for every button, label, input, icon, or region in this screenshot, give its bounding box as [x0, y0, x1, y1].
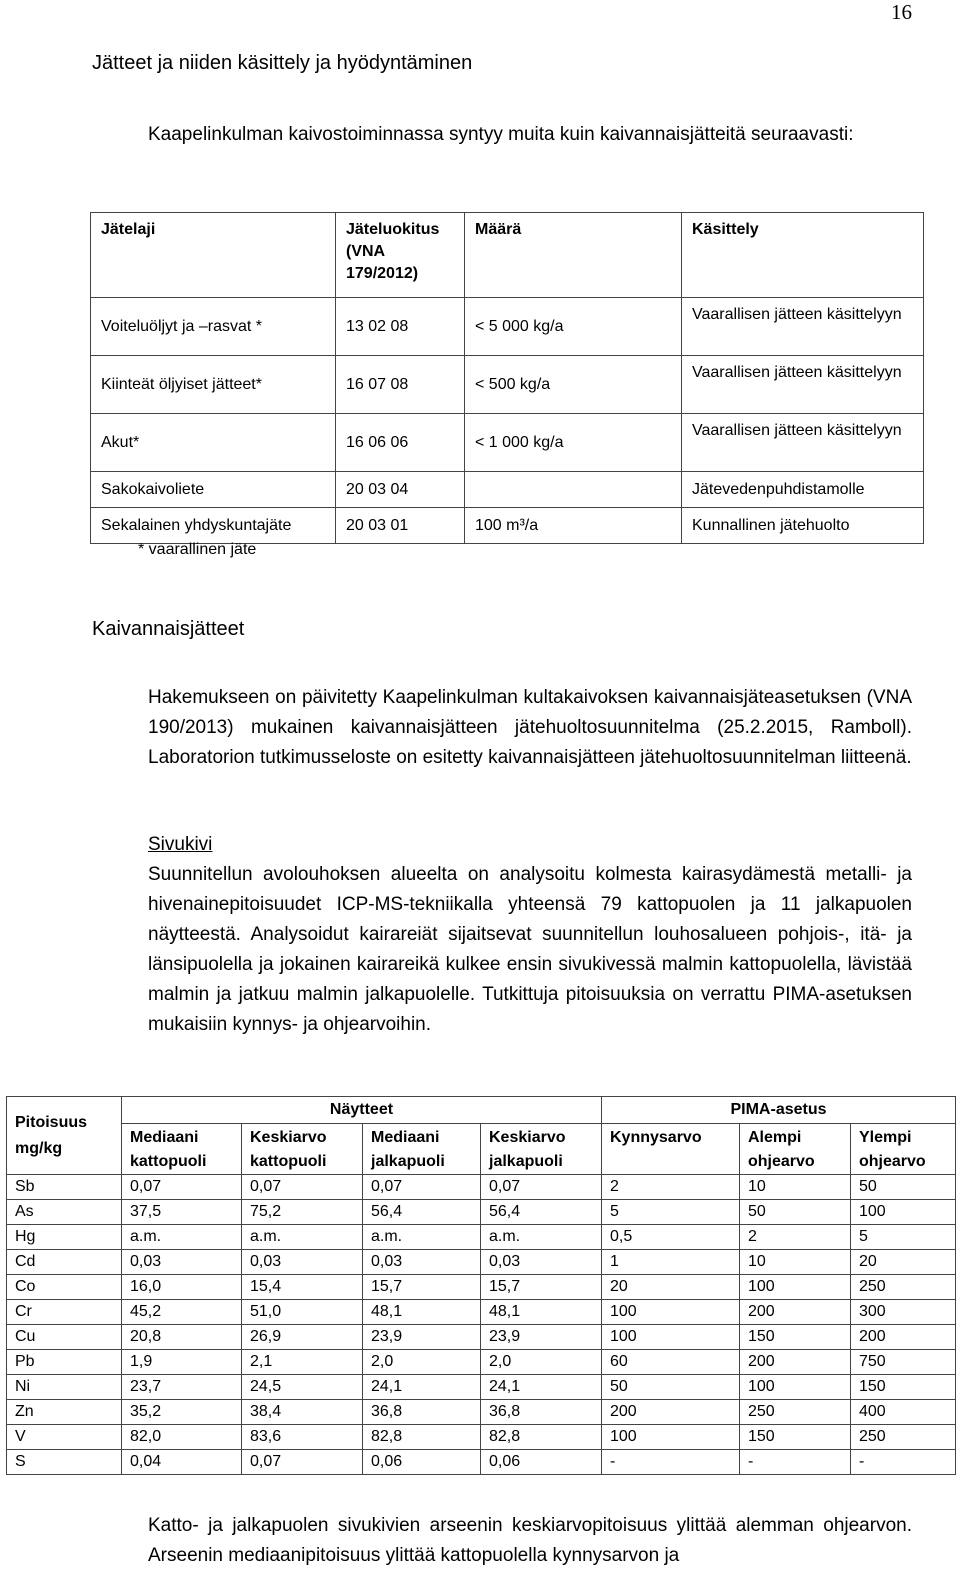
waste-table-cell: Sekalainen yhdyskuntajäte	[91, 508, 336, 544]
metal-value-cell: 1,9	[122, 1350, 242, 1375]
waste-table-cell: 20 03 04	[336, 472, 465, 508]
section-title: Kaivannaisjätteet	[92, 618, 245, 640]
metal-table-row	[7, 1200, 956, 1225]
waste-table-row	[91, 508, 924, 544]
metal-value-cell: 100	[602, 1425, 740, 1450]
metal-value-cell: 37,5	[122, 1200, 242, 1225]
metal-value-cell: 100	[851, 1200, 956, 1225]
metal-value-cell: 150	[740, 1325, 851, 1350]
metal-value-cell: 82,8	[481, 1425, 602, 1450]
metal-value-cell: 2	[602, 1175, 740, 1200]
metal-value-cell: 1	[602, 1250, 740, 1275]
metal-value-cell: 26,9	[242, 1325, 363, 1350]
metal-value-cell: 20	[602, 1275, 740, 1300]
metal-table-row	[7, 1350, 956, 1375]
metal-value-cell: 0,07	[242, 1175, 363, 1200]
metal-value-cell: 60	[602, 1350, 740, 1375]
metal-value-cell: 100	[602, 1300, 740, 1325]
metal-value-cell: 150	[740, 1425, 851, 1450]
metal-table-row	[7, 1400, 956, 1425]
element-symbol-cell: S	[7, 1450, 122, 1475]
metal-value-cell: 75,2	[242, 1200, 363, 1225]
waste-table-cell: 16 06 06	[336, 414, 465, 472]
metal-value-cell: 750	[851, 1350, 956, 1375]
paragraph: Katto- ja jalkapuolen sivukivien arseenin keskiarvopitoisuus ylittää alemman ohjearvon. Arseenin mediaanipitoisuus ylittää kattopuolella kynnysarvon ja	[148, 1515, 912, 1566]
metal-value-cell: 250	[851, 1425, 956, 1450]
metal-value-cell: 150	[851, 1375, 956, 1400]
metal-table-row	[7, 1250, 956, 1275]
metal-col-header: Mediaani kattopuoli	[122, 1124, 242, 1175]
waste-table-cell: 16 07 08	[336, 356, 465, 414]
metal-value-cell: 200	[740, 1300, 851, 1325]
element-symbol-cell: Co	[7, 1275, 122, 1300]
metal-value-cell: 36,8	[363, 1400, 481, 1425]
metal-value-cell: 56,4	[363, 1200, 481, 1225]
waste-table-cell: Vaarallisen jätteen käsittelyyn	[682, 414, 924, 472]
metal-col-header: Ylempi ohjearvo	[851, 1124, 956, 1175]
metal-value-cell: 0,07	[481, 1175, 602, 1200]
metal-value-cell: 16,0	[122, 1275, 242, 1300]
metal-col-header: Mediaani jalkapuoli	[363, 1124, 481, 1175]
metal-value-cell: 0,03	[363, 1250, 481, 1275]
metal-value-cell: 24,1	[481, 1375, 602, 1400]
metal-value-cell: 45,2	[122, 1300, 242, 1325]
metal-value-cell: 15,7	[363, 1275, 481, 1300]
metal-value-cell: 0,07	[363, 1175, 481, 1200]
metal-table-header-row	[7, 1124, 956, 1175]
metal-value-cell: 10	[740, 1175, 851, 1200]
metal-col-header: Keskiarvo kattopuoli	[242, 1124, 363, 1175]
page-number: 16	[891, 0, 912, 24]
metal-value-cell: 82,0	[122, 1425, 242, 1450]
waste-col-header: Jätelaji	[91, 213, 336, 298]
waste-table-cell: Akut*	[91, 414, 336, 472]
metal-table-row	[7, 1225, 956, 1250]
metal-value-cell: 50	[851, 1175, 956, 1200]
paragraph-block	[148, 830, 912, 1040]
metal-value-cell: 300	[851, 1300, 956, 1325]
metal-value-cell: 82,8	[363, 1425, 481, 1450]
metal-value-cell: 0,04	[122, 1450, 242, 1475]
metal-value-cell: 250	[740, 1400, 851, 1425]
metal-value-cell: 23,9	[481, 1325, 602, 1350]
element-symbol-cell: Ni	[7, 1375, 122, 1400]
group-header-pima: PIMA-asetus	[602, 1097, 956, 1124]
metal-value-cell: 15,4	[242, 1275, 363, 1300]
metal-value-cell: 100	[740, 1275, 851, 1300]
metal-value-cell: 35,2	[122, 1400, 242, 1425]
metal-value-cell: 100	[602, 1325, 740, 1350]
metal-value-cell: 24,5	[242, 1375, 363, 1400]
metal-value-cell: 50	[602, 1375, 740, 1400]
metal-table-row	[7, 1325, 956, 1350]
intro-paragraph: Kaapelinkulman kaivostoiminnassa syntyy muita kuin kaivannaisjätteitä seuraavasti:	[148, 124, 854, 145]
metal-value-cell: 0,03	[481, 1250, 602, 1275]
metal-value-cell: 0,5	[602, 1225, 740, 1250]
waste-table-cell: Vaarallisen jätteen käsittelyyn	[682, 298, 924, 356]
element-symbol-cell: Cd	[7, 1250, 122, 1275]
metal-value-cell: 250	[851, 1275, 956, 1300]
metal-value-cell: 20,8	[122, 1325, 242, 1350]
metal-value-cell: a.m.	[122, 1225, 242, 1250]
metal-value-cell: 0,07	[242, 1450, 363, 1475]
metal-table-row	[7, 1175, 956, 1200]
paragraph: Hakemukseen on päivitetty Kaapelinkulman kultakaivoksen kaivannaisjäteasetuksen (VNA 190/2013) mukainen kaivannaisjätteen jätehuoltosuunnitelma (25.2.2015, Ramboll). Laboratorion tutkimusseloste on esitetty kaivannaisjätteen jätehuoltosuunnitelman liitteenä.	[148, 687, 912, 768]
metal-value-cell: 0,06	[363, 1450, 481, 1475]
waste-col-header: Käsittely	[682, 213, 924, 298]
metal-value-cell: 83,6	[242, 1425, 363, 1450]
element-symbol-cell: Sb	[7, 1175, 122, 1200]
subheading: Sivukivi	[148, 834, 213, 855]
paragraph: Suunnitellun avolouhoksen alueelta on analysoitu kolmesta kairasydämestä metalli- ja hivenainepitoisuudet ICP-MS-tekniikalla yhteensä 79 kattopuolen ja 11 jalkapuolen näytteestä. Analysoidut kairareiät sijaitsevat suunnitellun louhosalueen pohjois-, itä- ja länsipuolella ja jokainen kairareikä kulkee ensin sivukivessä malmin kattopuolella, lävistää malmin ja jatkuu malmin jalkapuolelle. Tutkittuja pitoisuuksia on verrattu PIMA-asetuksen mukaisiin kynnys- ja ohjearvoihin.	[148, 864, 912, 1035]
metal-value-cell: 100	[740, 1375, 851, 1400]
element-symbol-cell: As	[7, 1200, 122, 1225]
metal-table-group-row	[7, 1097, 956, 1124]
metal-value-cell: 0,06	[481, 1450, 602, 1475]
element-symbol-cell: Cr	[7, 1300, 122, 1325]
waste-table-cell	[465, 472, 682, 508]
element-symbol-cell: Pb	[7, 1350, 122, 1375]
metal-value-cell: 2	[740, 1225, 851, 1250]
waste-table-cell: 100 m³/a	[465, 508, 682, 544]
metal-value-cell: 400	[851, 1400, 956, 1425]
waste-table-cell: < 500 kg/a	[465, 356, 682, 414]
metal-value-cell: a.m.	[242, 1225, 363, 1250]
waste-table-cell: Voiteluöljyt ja –rasvat *	[91, 298, 336, 356]
metal-value-cell: 200	[851, 1325, 956, 1350]
waste-table-row	[91, 356, 924, 414]
metal-table-row	[7, 1450, 956, 1475]
metal-col-header: Keskiarvo jalkapuoli	[481, 1124, 602, 1175]
metal-value-cell: 48,1	[481, 1300, 602, 1325]
metal-value-cell: 2,0	[363, 1350, 481, 1375]
metal-value-cell: 2,1	[242, 1350, 363, 1375]
footnote: * vaarallinen jäte	[138, 541, 257, 558]
metal-value-cell: 10	[740, 1250, 851, 1275]
waste-table-row	[91, 298, 924, 356]
metal-value-cell: a.m.	[363, 1225, 481, 1250]
metal-col-header: Alempi ohjearvo	[740, 1124, 851, 1175]
element-symbol-cell: V	[7, 1425, 122, 1450]
metal-value-cell: 38,4	[242, 1400, 363, 1425]
waste-table-row	[91, 414, 924, 472]
metal-value-cell: 51,0	[242, 1300, 363, 1325]
waste-table-header-row	[91, 213, 924, 298]
metal-value-cell: -	[602, 1450, 740, 1475]
section-heading: Jätteet ja niiden käsittely ja hyödyntäminen	[92, 52, 473, 74]
metal-value-cell: 56,4	[481, 1200, 602, 1225]
group-header-samples: Näytteet	[122, 1097, 602, 1124]
metal-table-row	[7, 1375, 956, 1400]
waste-table	[90, 212, 924, 544]
metal-value-cell: -	[740, 1450, 851, 1475]
metal-value-cell: 0,03	[242, 1250, 363, 1275]
metal-value-cell: 200	[740, 1350, 851, 1375]
waste-table-cell: Jätevedenpuhdistamolle	[682, 472, 924, 508]
metal-value-cell: 5	[851, 1225, 956, 1250]
metal-value-cell: 23,9	[363, 1325, 481, 1350]
metal-value-cell: -	[851, 1450, 956, 1475]
metal-value-cell: 15,7	[481, 1275, 602, 1300]
waste-table-cell: Kiinteät öljyiset jätteet*	[91, 356, 336, 414]
waste-table-cell: 20 03 01	[336, 508, 465, 544]
metal-value-cell: 20	[851, 1250, 956, 1275]
metal-value-cell: 5	[602, 1200, 740, 1225]
waste-col-header: Määrä	[465, 213, 682, 298]
waste-table-cell: 13 02 08	[336, 298, 465, 356]
metal-value-cell: 200	[602, 1400, 740, 1425]
metal-concentration-table	[6, 1096, 956, 1475]
waste-table-cell: Vaarallisen jätteen käsittelyyn	[682, 356, 924, 414]
metal-value-cell: 50	[740, 1200, 851, 1225]
element-symbol-cell: Zn	[7, 1400, 122, 1425]
metal-value-cell: 23,7	[122, 1375, 242, 1400]
element-symbol-cell: Hg	[7, 1225, 122, 1250]
element-symbol-cell: Cu	[7, 1325, 122, 1350]
metal-table-row	[7, 1300, 956, 1325]
param-header: Pitoisuus mg/kg	[7, 1097, 122, 1175]
metal-col-header: Kynnysarvo	[602, 1124, 740, 1175]
waste-table-cell: < 1 000 kg/a	[465, 414, 682, 472]
metal-table-row	[7, 1275, 956, 1300]
waste-table-cell: Kunnallinen jätehuolto	[682, 508, 924, 544]
metal-value-cell: 0,07	[122, 1175, 242, 1200]
metal-value-cell: 36,8	[481, 1400, 602, 1425]
metal-table-row	[7, 1425, 956, 1450]
metal-value-cell: 0,03	[122, 1250, 242, 1275]
waste-table-cell: < 5 000 kg/a	[465, 298, 682, 356]
metal-value-cell: 2,0	[481, 1350, 602, 1375]
metal-value-cell: 48,1	[363, 1300, 481, 1325]
waste-col-header: Jäteluokitus (VNA 179/2012)	[336, 213, 465, 298]
metal-value-cell: a.m.	[481, 1225, 602, 1250]
metal-value-cell: 24,1	[363, 1375, 481, 1400]
waste-table-row	[91, 472, 924, 508]
waste-table-cell: Sakokaivoliete	[91, 472, 336, 508]
